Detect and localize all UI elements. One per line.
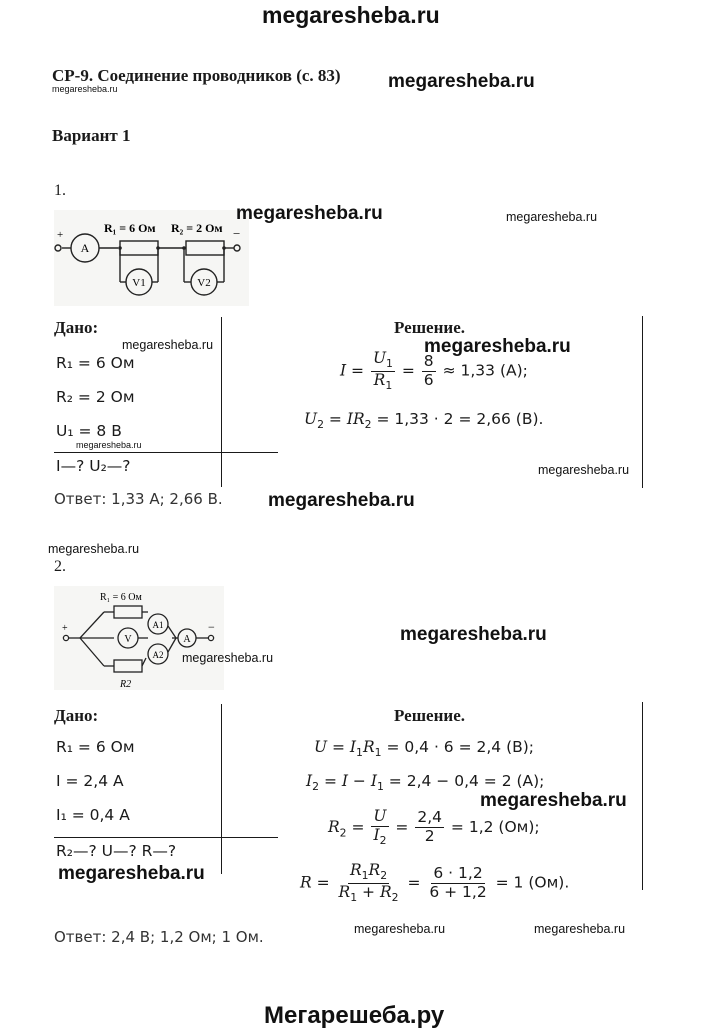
given-vertical-divider [221, 704, 222, 874]
watermark: megaresheba.ru [354, 922, 446, 936]
task-number: 2. [54, 558, 66, 575]
watermark: megaresheba.ru [268, 490, 415, 511]
watermark: megaresheba.ru [76, 440, 142, 450]
given-title: Дано: [54, 706, 99, 725]
find-values: I—? U₂—? [56, 457, 131, 475]
given-value: U₁ = 8 В [56, 422, 122, 440]
minus-terminal: − [233, 226, 241, 241]
watermark: megaresheba.ru [506, 210, 598, 224]
watermark: megaresheba.ru [48, 542, 140, 556]
formula-voltage-2: $U_2 = IR_2 = 1,33 \cdot 2 = 2,66$ (В). [304, 410, 544, 432]
watermark: megaresheba.ru [388, 71, 535, 92]
task-number: 1. [54, 182, 66, 199]
plus-terminal: + [62, 623, 68, 634]
find-values: R₂—? U—? R—? [56, 842, 177, 860]
given-value: R₂ = 2 Ом [56, 388, 135, 406]
formula-current-2: $I_2 = I - I_1 = 2,4 - 0,4 = 2$ (А); [306, 772, 545, 794]
r2-label: R₂ = 2 Ом [171, 221, 223, 235]
watermark: megaresheba.ru [122, 338, 214, 352]
variant-heading: Вариант 1 [52, 126, 131, 145]
ammeter-1-label: A1 [152, 620, 164, 630]
ammeter-2-label: A2 [152, 650, 164, 660]
formula-current: I = $\frac{U_1}{R_1}$ = $\frac{8}{6}$ ≈ 1,33 (А); [340, 349, 528, 392]
given-title: Дано: [54, 318, 99, 337]
minus-terminal: − [208, 620, 215, 634]
watermark: megaresheba.ru [400, 624, 547, 645]
r2-label: R2 [120, 679, 132, 690]
plus-terminal: + [57, 229, 64, 241]
watermark: megaresheba.ru [538, 463, 630, 477]
ammeter-label: A [80, 241, 90, 255]
answer: Ответ: 2,4 В; 1,2 Ом; 1 Ом. [54, 928, 264, 946]
voltmeter-1-label: V1 [132, 277, 146, 289]
given-vertical-divider [221, 317, 222, 487]
solution-title: Решение. [394, 706, 465, 725]
voltmeter-2-label: V2 [197, 277, 211, 289]
watermark-top: megaresheba.ru [262, 2, 440, 28]
given-divider [54, 452, 278, 453]
r1-label: R₁ = 6 Ом [104, 221, 156, 235]
given-value: I = 2,4 А [56, 772, 124, 790]
watermark: megaresheba.ru [424, 336, 571, 357]
formula-resistance-2: $R_2$ = $\frac{U}{I_2}$ = $\frac{2,4}{2}$ = 1,2 (Ом); [328, 807, 540, 847]
given-value: R₁ = 6 Ом [56, 738, 135, 756]
circuit-diagram-2 [54, 586, 224, 690]
answer: Ответ: 1,33 А; 2,66 В. [54, 490, 223, 508]
page-title: СР-9. Соединение проводников (с. 83) [52, 66, 341, 85]
watermark: megaresheba.ru [236, 203, 383, 224]
voltmeter-label: V [124, 634, 132, 645]
given-value: R₁ = 6 Ом [56, 354, 135, 372]
ammeter-label: A [183, 634, 191, 645]
watermark: megaresheba.ru [52, 84, 118, 94]
solution-right-border [642, 316, 643, 488]
solution-title: Решение. [394, 318, 465, 337]
r1-label: R₁ = 6 Ом [100, 592, 142, 603]
given-divider [54, 837, 278, 838]
watermark: megaresheba.ru [534, 922, 626, 936]
watermark: megaresheba.ru [480, 790, 627, 811]
watermark: megaresheba.ru [58, 863, 205, 884]
watermark: megaresheba.ru [182, 651, 274, 665]
given-value: I₁ = 0,4 А [56, 806, 130, 824]
formula-voltage: $U = I_1R_1 = 0,4 \cdot 6 = 2,4$ (В); [314, 738, 535, 760]
circuit-diagram-1 [54, 210, 249, 306]
formula-total-resistance: R = $\frac{R_1R_2}{R_1 + R_2}$ = $\frac{6 \cdot 1,2}{6 + 1,2}$ = 1 (Ом). [300, 861, 570, 904]
watermark-bottom: Мегарешеба.ру [264, 1002, 445, 1029]
solution-right-border [642, 702, 643, 890]
